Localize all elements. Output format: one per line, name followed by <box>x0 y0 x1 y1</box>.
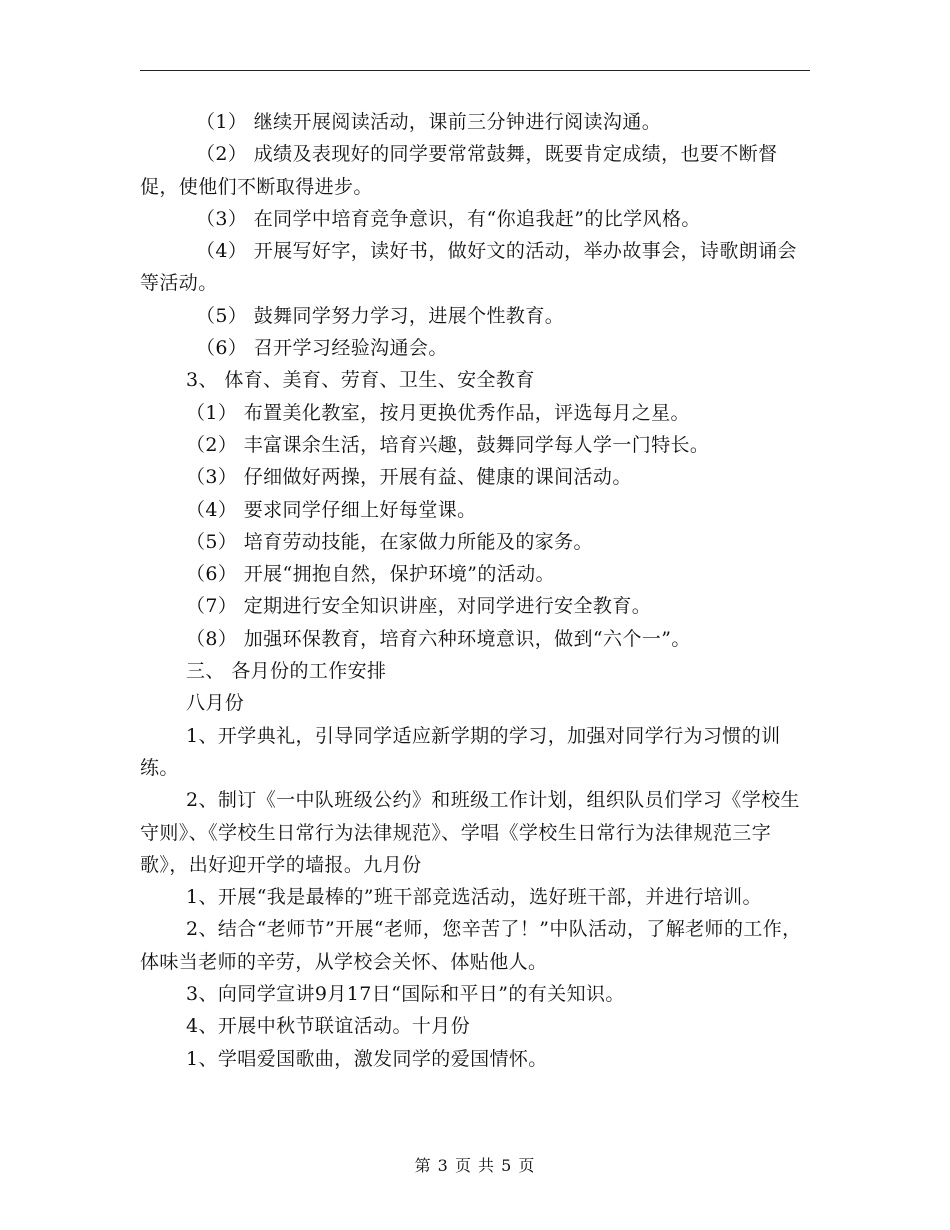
month-heading-august: 八月份 <box>186 692 245 715</box>
header-rule <box>140 70 810 71</box>
paragraph-opening: 1、开学典礼，引导同学适应新学期的学习，加强对同学行为习惯的训练。 <box>140 724 781 779</box>
paragraph-writing: （4） 开展写好字，读好书，做好文的活动，举办故事会，诗歌朗诵会等活动。 <box>140 240 797 295</box>
document-body <box>140 106 810 1075</box>
paragraph-teachers-day: 2、结合“老师节”开展“老师，您辛苦了！”中队活动，了解老师的工作，体味当老师的辛劳，从学校会关怀、体贴他人。 <box>140 918 802 973</box>
paragraph-exercises: （3） 仔细做好两操，开展有益、健康的课间活动。 <box>186 466 632 489</box>
paragraph-personality: （5） 鼓舞同学努力学习，进展个性教育。 <box>196 304 565 327</box>
paragraph-peace-day: 3、向同学宣讲9月17日“国际和平日”的有关知识。 <box>186 983 625 1006</box>
paragraph-mid-autumn: 4、开展中秋节联谊活动。十月份 <box>186 1015 471 1038</box>
paragraph-competition: （3） 在同学中培育竞争意识，有“你追我赶”的比学风格。 <box>196 207 701 230</box>
paragraph-classroom: （1） 布置美化教室，按月更换优秀作品，评选每月之星。 <box>186 401 690 424</box>
page-number: 第 3 页 共 5 页 <box>414 1156 536 1175</box>
paragraph-exchange: （6） 召开学习经验沟通会。 <box>196 337 448 360</box>
paragraph-class-rules: 2、制订《一中队班级公约》和班级工作计划，组织队员们学习《学校生守则》、《学校生日常行为法律规范》、学唱《学校生日常行为法律规范三字歌》，出好迎开学的墙报。九月份 <box>140 789 800 876</box>
page-footer <box>0 1153 950 1176</box>
paragraph-environment: （8） 加强环保教育，培育六种环境意识，做到“六个一”。 <box>186 627 691 650</box>
paragraph-encourage: （2） 成绩及表现好的同学要常常鼓舞，既要肯定成绩，也要不断督促，使他们不断取得进步。 <box>140 143 778 198</box>
section-heading-pe: 3、 体育、美育、劳育、卫生、安全教育 <box>186 369 535 392</box>
paragraph-lessons: （4） 要求同学仔细上好每堂课。 <box>186 498 477 521</box>
paragraph-nature: （6） 开展“拥抱自然，保护环境”的活动。 <box>186 563 555 586</box>
paragraph-songs: 1、学唱爱国歌曲，激发同学的爱国情怀。 <box>186 1047 548 1070</box>
paragraph-safety: （7） 定期进行安全知识讲座，对同学进行安全教育。 <box>186 595 652 618</box>
section-heading-monthly: 三、 各月份的工作安排 <box>186 660 387 683</box>
paragraph-labor: （5） 培育劳动技能，在家做力所能及的家务。 <box>186 530 593 553</box>
paragraph-hobbies: （2） 丰富课余生活，培育兴趣，鼓舞同学每人学一门特长。 <box>186 433 710 456</box>
paragraph-reading: （1） 继续开展阅读活动，课前三分钟进行阅读沟通。 <box>196 111 662 133</box>
paragraph-class-cadre: 1、开展“我是最棒的”班干部竞选活动，选好班干部，并进行培训。 <box>186 886 762 909</box>
